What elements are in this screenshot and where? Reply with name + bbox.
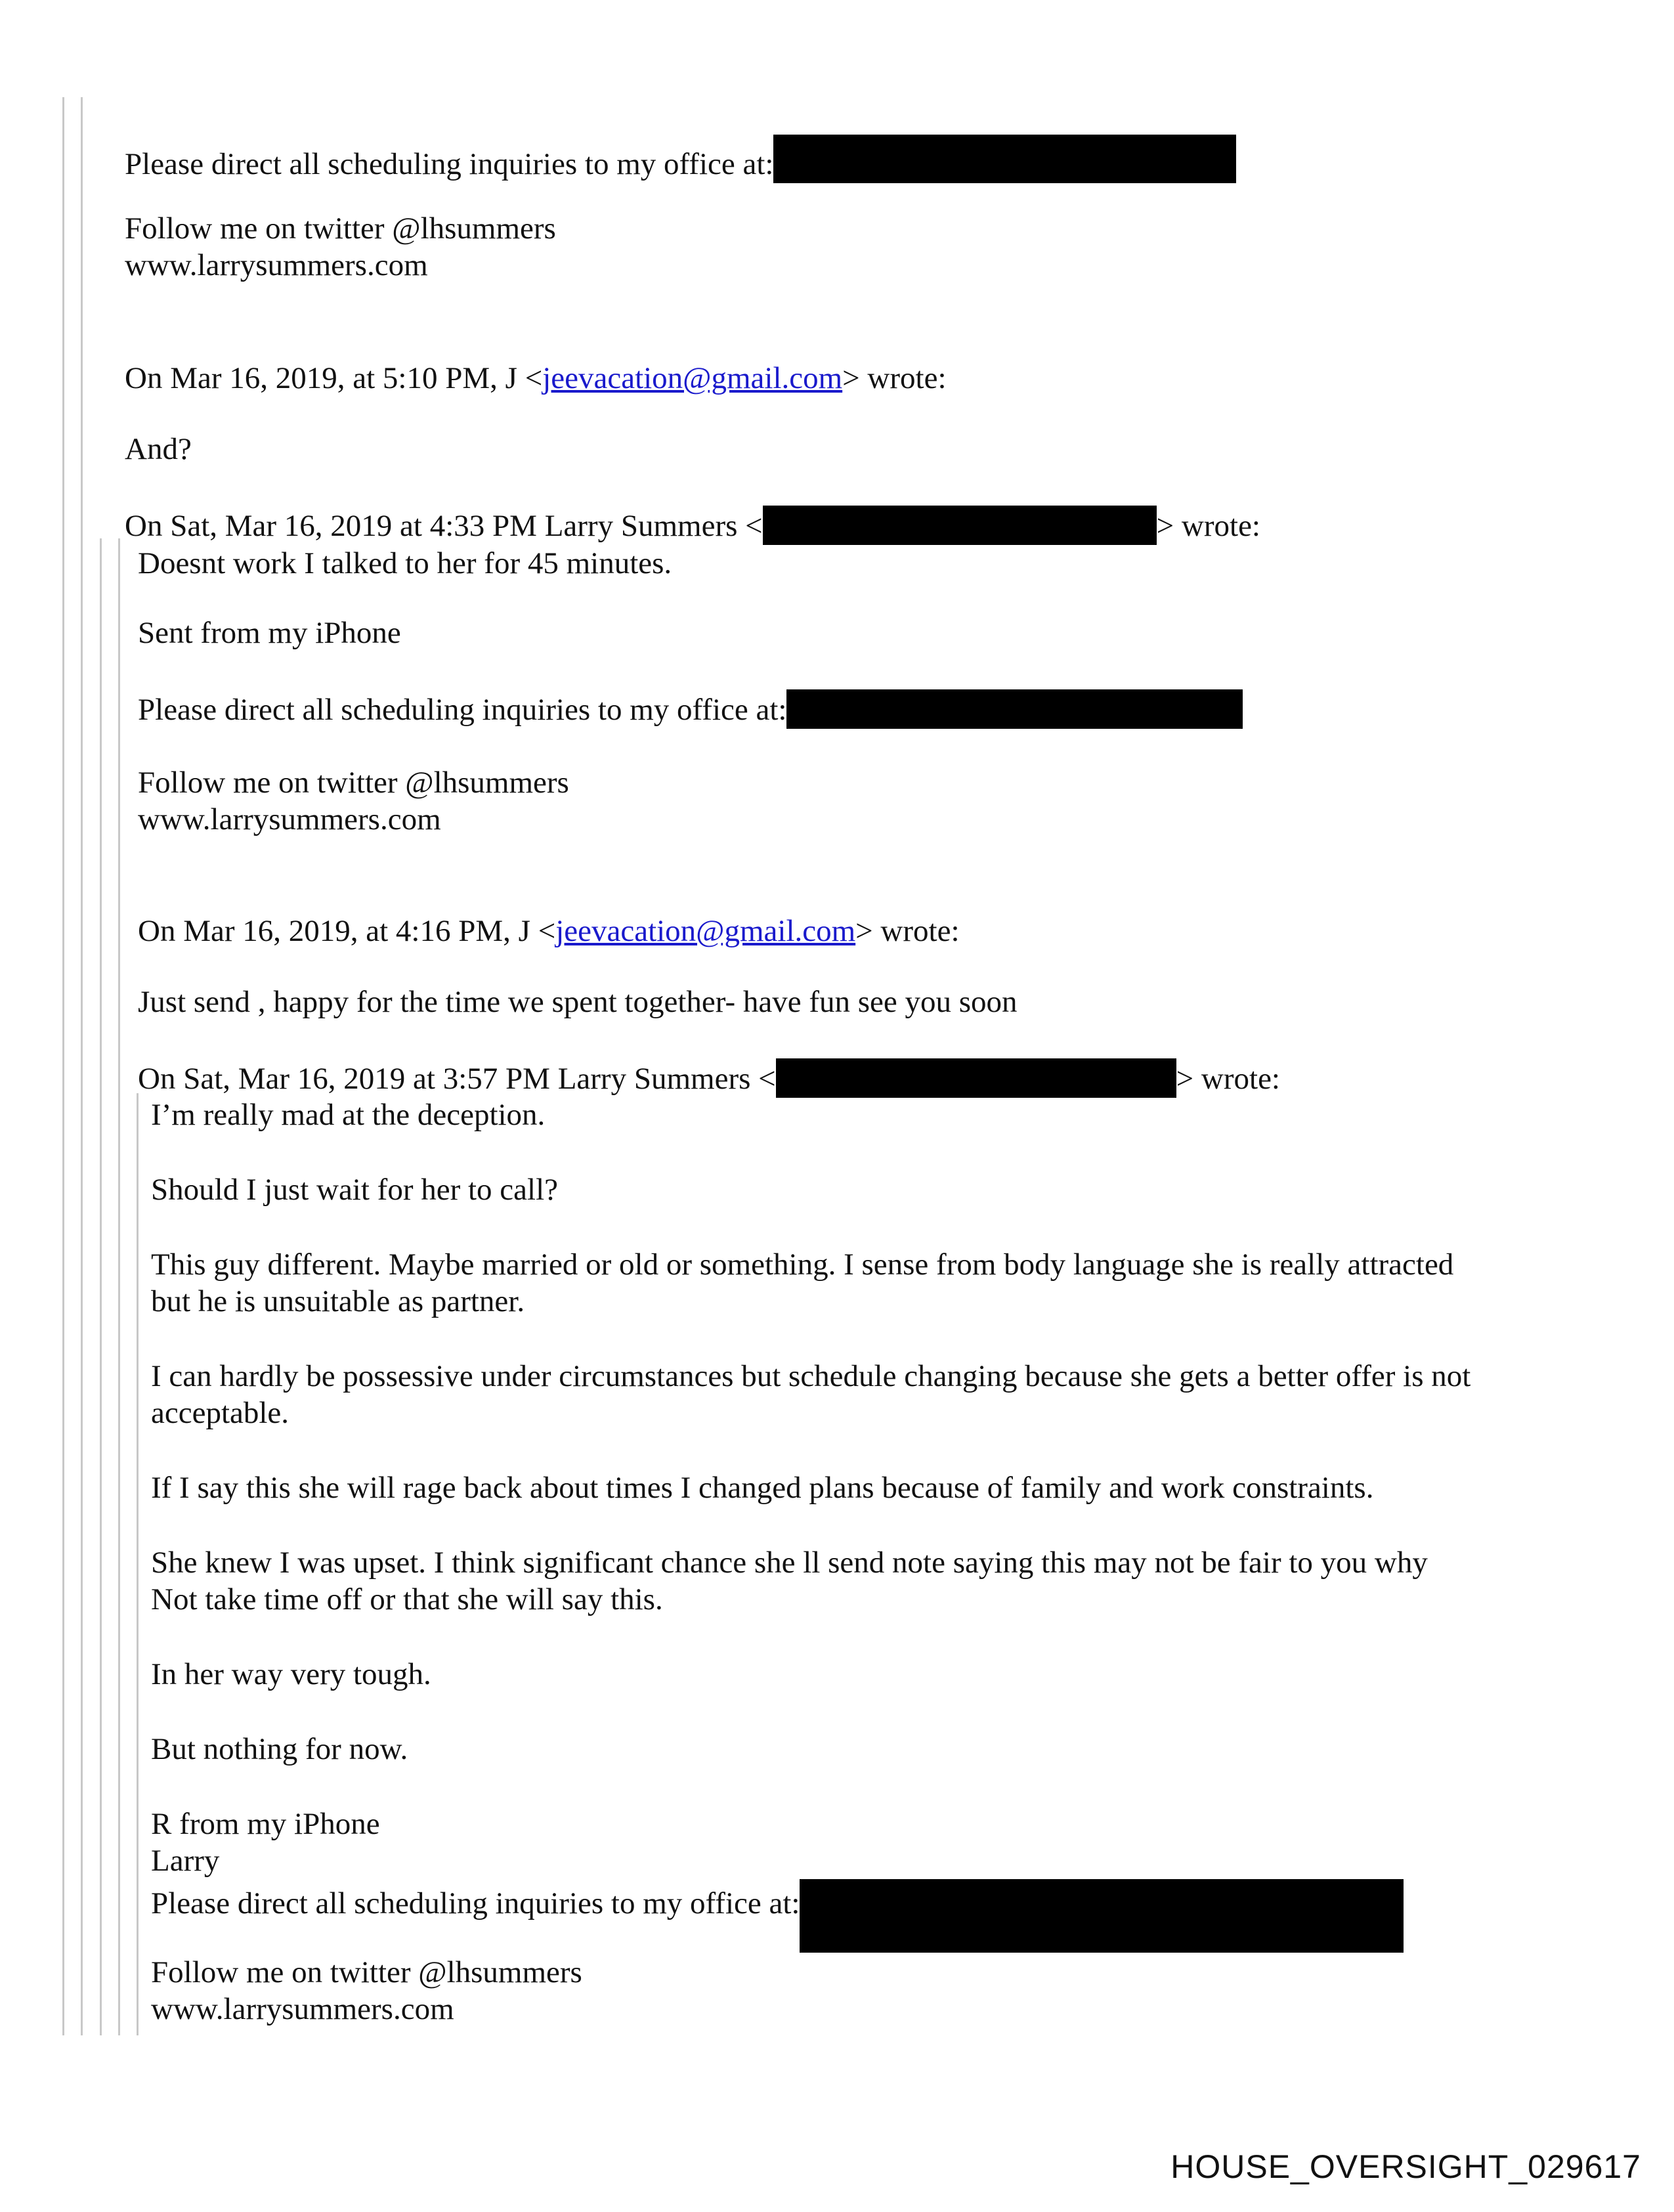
message-text: Not take time off or that she will say this. (151, 1582, 663, 1616)
message-text: but he is unsuitable as partner. (151, 1284, 525, 1318)
message-text: In her way very tough. (151, 1657, 431, 1691)
message-text: If I say this she will rage back about times I changed plans because of family and work constraints. (151, 1471, 1374, 1505)
message-text: Should I just wait for her to call? (151, 1173, 558, 1207)
message-text: This guy different. Maybe married or old or something. I sense from body language she is really attracted (151, 1247, 1454, 1282)
twitter-line: Follow me on twitter @lhsummers (125, 211, 556, 246)
reply-header: On Mar 16, 2019, at 5:10 PM, J <jeevacation@gmail.com> wrote: (125, 361, 947, 395)
message-text: And? (125, 432, 192, 466)
website-line: www.larrysummers.com (151, 1992, 454, 2026)
message-text: I’m really mad at the deception. (151, 1098, 546, 1132)
website-line: www.larrysummers.com (138, 802, 441, 836)
message-text: She knew I was upset. I think significant chance she ll send note saying this may not be fair to you why (151, 1546, 1428, 1580)
twitter-line: Follow me on twitter @lhsummers (138, 766, 569, 800)
scheduling-line: Please direct all scheduling inquiries to my office at: (151, 1879, 1404, 1953)
email-link[interactable]: jeevacation@gmail.com (555, 914, 856, 948)
message-text: acceptable. (151, 1396, 290, 1430)
message-text: Just send , happy for the time we spent together- have fun see you soon (138, 985, 1018, 1019)
message-text: Doesnt work I talked to her for 45 minutes. (138, 546, 672, 580)
quote-rule-4 (118, 538, 120, 2035)
redaction-box (776, 1058, 1176, 1098)
bates-number: HOUSE_OVERSIGHT_029617 (1170, 2148, 1641, 2185)
reply-header: On Sat, Mar 16, 2019 at 4:33 PM Larry Summers < > wrote: (125, 506, 1260, 545)
sent-from-line: R from my iPhone (151, 1807, 380, 1841)
redaction-box (773, 135, 1236, 183)
redaction-box (786, 689, 1243, 729)
redaction-box (800, 1879, 1404, 1953)
signature-name: Larry (151, 1844, 220, 1878)
scheduling-line: Please direct all scheduling inquiries to my office at: (125, 135, 1236, 183)
message-text: But nothing for now. (151, 1732, 408, 1766)
website-line: www.larrysummers.com (125, 248, 428, 282)
quote-rule-1 (62, 97, 64, 2035)
scheduling-line: Please direct all scheduling inquiries to my office at: (138, 689, 1243, 729)
reply-header: On Sat, Mar 16, 2019 at 3:57 PM Larry Summers < > wrote: (138, 1058, 1280, 1098)
quote-rule-3 (100, 538, 102, 2035)
message-text: I can hardly be possessive under circumstances but schedule changing because she gets a better offer is not (151, 1359, 1471, 1393)
twitter-line: Follow me on twitter @lhsummers (151, 1955, 582, 1989)
sent-from-line: Sent from my iPhone (138, 616, 401, 650)
reply-header: On Mar 16, 2019, at 4:16 PM, J <jeevacation@gmail.com> wrote: (138, 914, 960, 948)
quote-rule-2 (81, 97, 83, 2035)
quote-rule-5 (137, 1093, 139, 2035)
redaction-box (763, 506, 1157, 545)
email-link[interactable]: jeevacation@gmail.com (542, 361, 843, 395)
